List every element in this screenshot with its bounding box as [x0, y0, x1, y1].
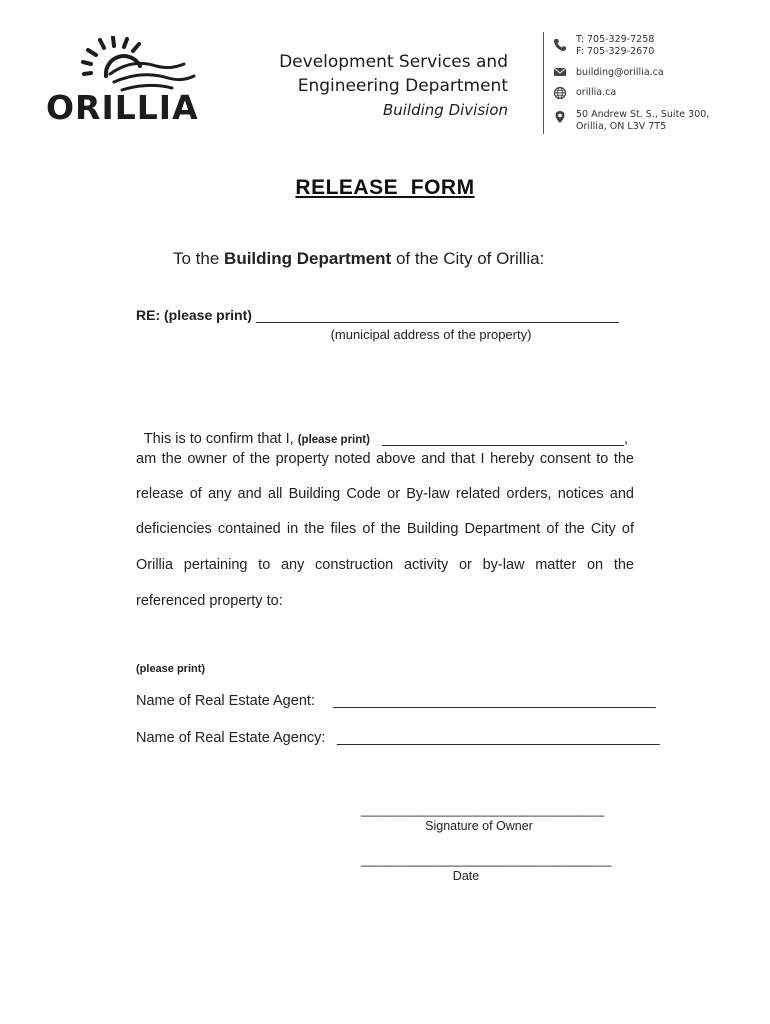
location-pin-icon	[553, 110, 567, 124]
department-block	[248, 50, 508, 122]
re-caption: (municipal address of the property)	[330, 327, 532, 342]
signature-field[interactable]: ___________________________________	[361, 803, 605, 817]
re-label: RE: (please print)	[136, 307, 252, 323]
department-line-2: Engineering Department	[297, 76, 508, 96]
date-caption: Date	[452, 869, 480, 883]
consent-line-2: release of any and all Building Code or By-law related orders, notices and	[136, 486, 634, 502]
globe-icon	[553, 86, 567, 100]
signature-caption: Signature of Owner	[425, 819, 533, 833]
re-row	[136, 307, 619, 324]
contact-phone: T: 705-329-7258	[576, 34, 655, 45]
date-field[interactable]: ____________________________________	[361, 853, 612, 867]
confirm-row	[136, 415, 628, 447]
agency-label: Name of Real Estate Agency:	[136, 730, 326, 746]
consent-line-3: deficiencies contained in the files of the Building Department of the City of	[136, 521, 634, 537]
please-print-note: (please print)	[136, 663, 206, 675]
salutation-prefix: To the	[173, 249, 225, 268]
confirm-prefix: This is to confirm that I,	[143, 431, 298, 447]
confirm-please-print: (please print)	[297, 434, 370, 446]
contact-website: orillia.ca	[576, 87, 617, 98]
agent-name-field[interactable]: ________________________________________	[333, 693, 656, 709]
salutation-suffix: of the City of Orillia:	[391, 249, 545, 268]
agency-name-field[interactable]: ________________________________________	[337, 730, 660, 746]
consent-line-4: Orillia pertaining to any construction activity or by-law matter on the	[136, 557, 634, 573]
sun-logo-icon	[44, 36, 214, 96]
email-icon	[553, 65, 567, 79]
contact-address-2: Orillia, ON L3V 7T5	[576, 121, 667, 132]
salutation	[173, 249, 544, 269]
department-line-1: Development Services and	[279, 52, 508, 72]
salutation-bold: Building Department	[224, 249, 392, 268]
form-title: RELEASE FORM	[295, 176, 475, 199]
contact-email: building@orillia.ca	[576, 67, 664, 78]
contact-address-1: 50 Andrew St. S., Suite 300,	[576, 109, 710, 120]
logo-wordmark: ORILLIA	[46, 88, 199, 127]
contact-fax: F: 705-329-2670	[576, 46, 655, 57]
division-name: Building Division	[382, 101, 508, 119]
phone-icon	[553, 38, 567, 52]
owner-name-field[interactable]: ______________________________,	[382, 431, 628, 447]
header-divider	[543, 32, 544, 134]
consent-line-1: am the owner of the property noted above and that I hereby consent to the	[136, 451, 634, 467]
re-address-field[interactable]: _____________________________________________	[255, 308, 619, 324]
orillia-logo	[44, 36, 214, 128]
consent-line-5: referenced property to:	[136, 593, 283, 609]
agent-label: Name of Real Estate Agent:	[136, 693, 315, 709]
